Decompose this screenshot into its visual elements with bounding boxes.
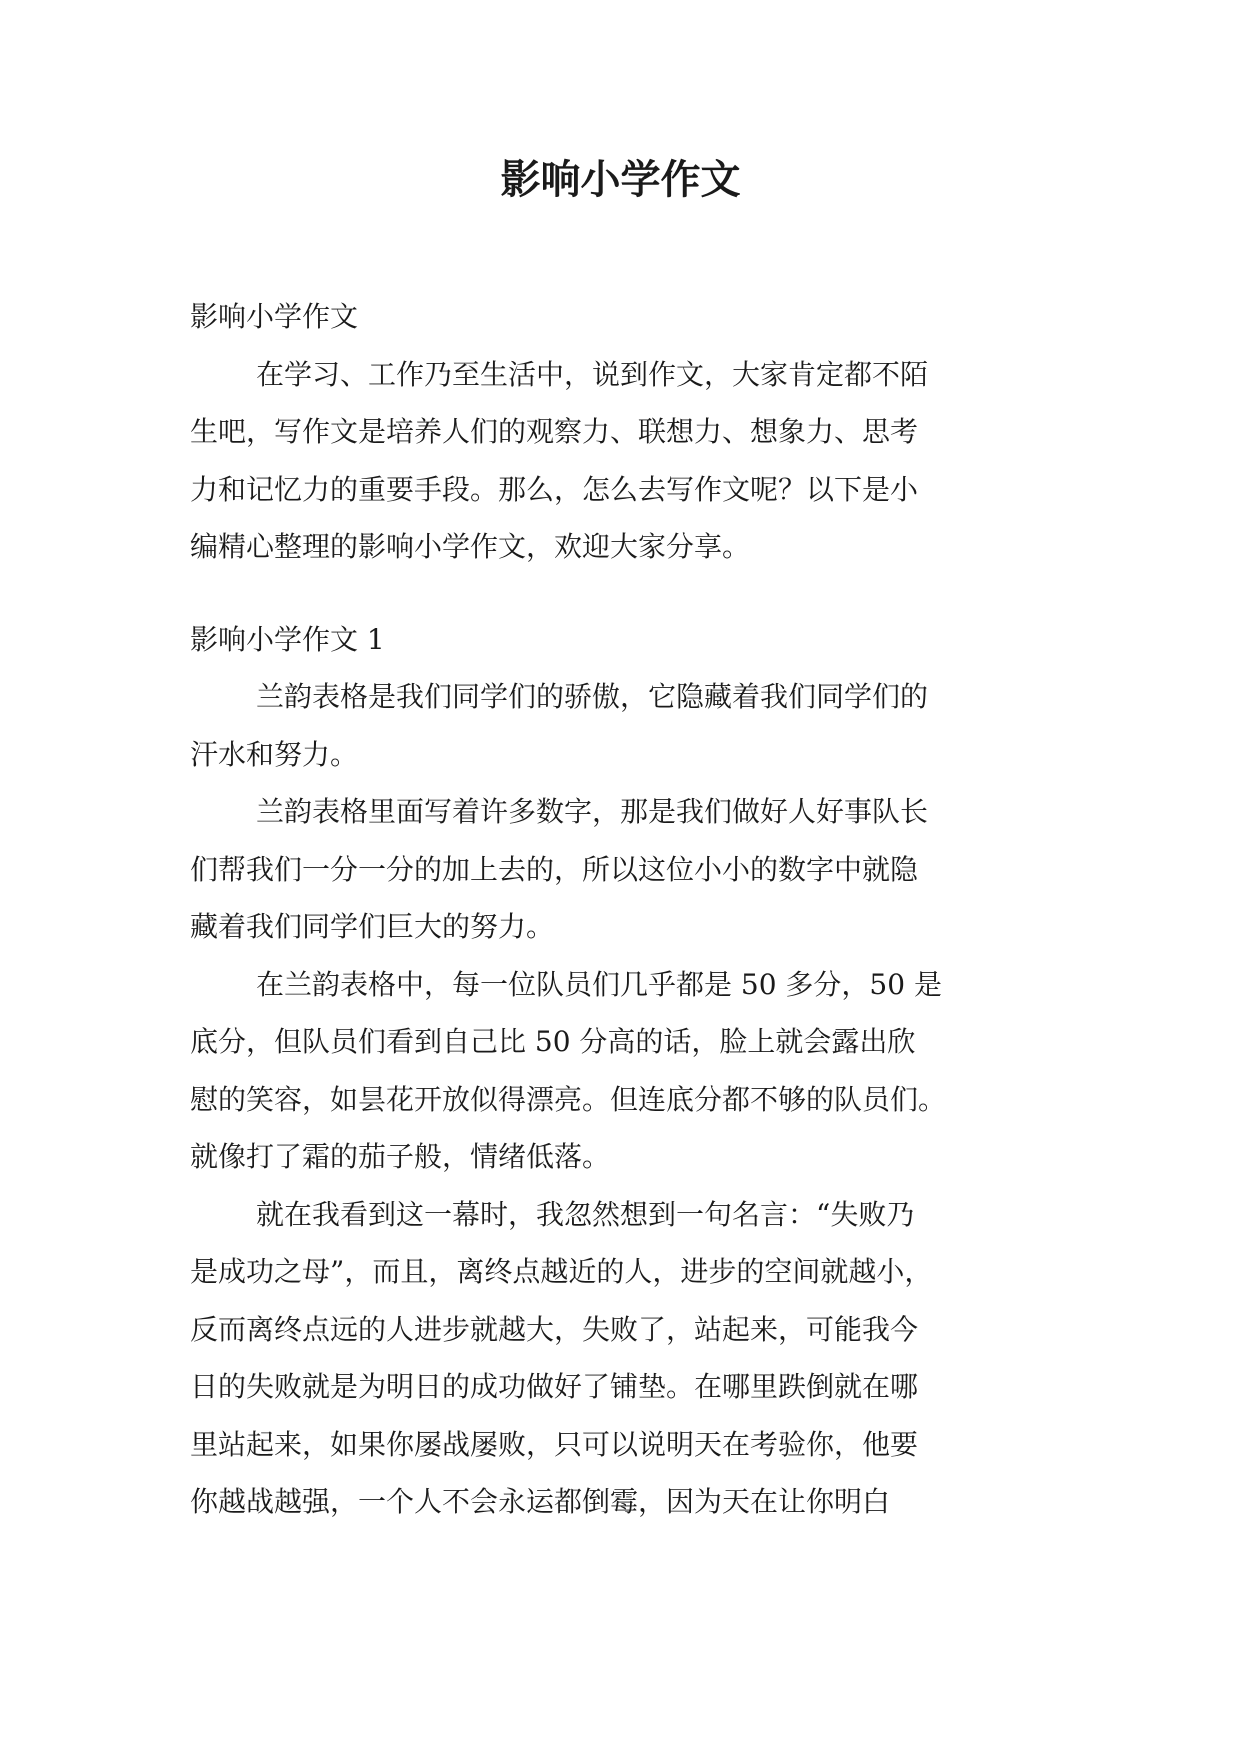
document-body	[190, 288, 1050, 1531]
text-line: 在学习、工作乃至生活中，说到作文，大家肯定都不陌	[256, 357, 929, 391]
text-line: 生吧，写作文是培养人们的观察力、联想力、想象力、思考	[190, 415, 919, 448]
text-line: 你越战越强，一个人不会永运都倒霉，因为天在让你明白	[190, 1485, 891, 1518]
text-line: 底分，但队员们看到自己比 50 分高的话，脸上就会露出欣	[190, 1025, 916, 1058]
text-line: 们帮我们一分一分的加上去的，所以这位小小的数字中就隐	[190, 852, 919, 886]
text-line: 慰的笑容，如昙花开放似得漂亮。但连底分都不够的队员们。	[190, 1082, 947, 1116]
intro-heading: 影响小学作文	[190, 300, 359, 333]
text-line: 藏着我们同学们巨大的努力。	[190, 910, 555, 943]
essay-heading: 影响小学作文 1	[190, 622, 385, 656]
essay-paragraph	[190, 1186, 1050, 1531]
text-line: 力和记忆力的重要手段。那么，怎么去写作文呢？以下是小	[190, 472, 919, 506]
intro-paragraph	[190, 346, 1050, 576]
essay-paragraph	[190, 956, 1050, 1186]
text-line: 日的失败就是为明日的成功做好了铺垫。在哪里跌倒就在哪	[190, 1370, 919, 1403]
text-line: 兰韵表格是我们同学们的骄傲，它隐藏着我们同学们的	[256, 680, 929, 713]
essay-paragraph	[190, 668, 1050, 783]
text-line: 编精心整理的影响小学作文，欢迎大家分享。	[190, 530, 751, 563]
text-line: 汗水和努力。	[190, 737, 359, 771]
text-line: 就在我看到这一幕时，我忽然想到一句名言：“失败乃	[256, 1197, 915, 1231]
essay-paragraph	[190, 783, 1050, 956]
text-line: 兰韵表格里面写着许多数字，那是我们做好人好事队长	[256, 795, 929, 828]
text-line: 是成功之母”，而且，离终点越近的人，进步的空间就越小，	[190, 1255, 933, 1288]
text-line: 里站起来，如果你屡战屡败，只可以说明天在考验你，他要	[190, 1427, 919, 1461]
text-line: 在兰韵表格中，每一位队员们几乎都是 50 多分，50 是	[256, 967, 942, 1001]
section-gap	[190, 576, 1050, 611]
text-line: 就像打了霜的茄子般，情绪低落。	[190, 1140, 611, 1173]
text-line: 反而离终点远的人进步就越大，失败了，站起来，可能我今	[190, 1312, 919, 1346]
document-title: 影响小学作文	[500, 157, 741, 203]
